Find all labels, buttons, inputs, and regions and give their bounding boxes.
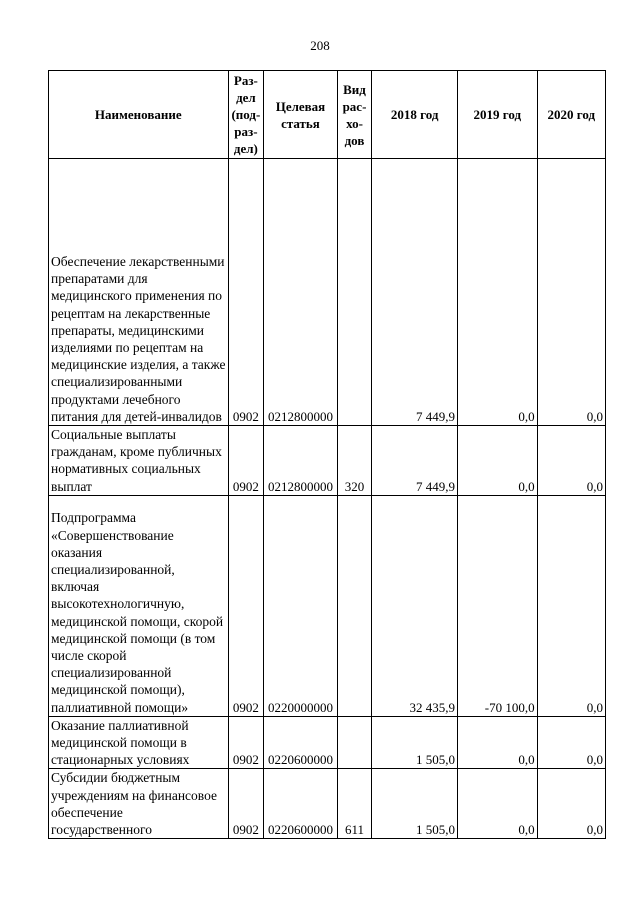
table-row [49,495,606,716]
cell-stat: 0220000000 [264,495,337,716]
cell-vid: 611 [337,769,372,839]
table-row [49,769,606,839]
cell-name: Обеспечение лекарственными препаратами для медицинского применения по рецептам на лекарственные препараты, медицинскими изделиями по рецептам на медицинские изделия, а также специализированными продуктами лечебного питания для детей-инвалидов [49,159,229,426]
cell-2018: 1 505,0 [372,769,458,839]
cell-vid: 320 [337,426,372,496]
table-header-row [49,71,606,159]
table-row [49,426,606,496]
cell-2019: -70 100,0 [458,495,538,716]
page-number: 208 [310,38,330,53]
header-2018: 2018 год [372,71,458,159]
cell-2020: 0,0 [537,769,605,839]
table-row [49,159,606,426]
cell-razdel: 0902 [228,495,264,716]
cell-stat: 0220600000 [264,716,337,769]
header-name: Наименование [49,71,229,159]
cell-2019: 0,0 [458,716,538,769]
cell-vid [337,159,372,426]
cell-razdel: 0902 [228,769,264,839]
cell-2020: 0,0 [537,495,605,716]
cell-razdel: 0902 [228,426,264,496]
cell-2020: 0,0 [537,716,605,769]
cell-2018: 7 449,9 [372,159,458,426]
header-2019: 2019 год [458,71,538,159]
cell-name: Субсидии бюджетным учреждениям на финансовое обеспечение государственного [49,769,229,839]
cell-2018: 32 435,9 [372,495,458,716]
cell-razdel: 0902 [228,159,264,426]
cell-2019: 0,0 [458,426,538,496]
cell-name: Подпрограмма «Совершенствование оказания специализированной, включая высокотехнологичную, медицинской помощи, скорой медицинской помощи (в том числе скорой специализированной медицинской помощи), паллиативной помощи» [49,495,229,716]
cell-stat: 0212800000 [264,159,337,426]
table-row [49,716,606,769]
cell-2019: 0,0 [458,159,538,426]
cell-name: Оказание паллиативной медицинской помощи в стационарных условиях [49,716,229,769]
cell-name: Социальные выплаты гражданам, кроме публичных нормативных социальных выплат [49,426,229,496]
cell-vid [337,495,372,716]
cell-2018: 7 449,9 [372,426,458,496]
cell-stat: 0220600000 [264,769,337,839]
cell-2020: 0,0 [537,426,605,496]
header-razdel: Раз- дел (под- раз- дел) [228,71,264,159]
cell-2019: 0,0 [458,769,538,839]
header-vid: Вид рас- хо- дов [337,71,372,159]
header-stat: Целевая статья [264,71,337,159]
header-2020: 2020 год [537,71,605,159]
cell-2020: 0,0 [537,159,605,426]
cell-vid [337,716,372,769]
cell-razdel: 0902 [228,716,264,769]
budget-table [48,70,606,839]
cell-2018: 1 505,0 [372,716,458,769]
cell-stat: 0212800000 [264,426,337,496]
